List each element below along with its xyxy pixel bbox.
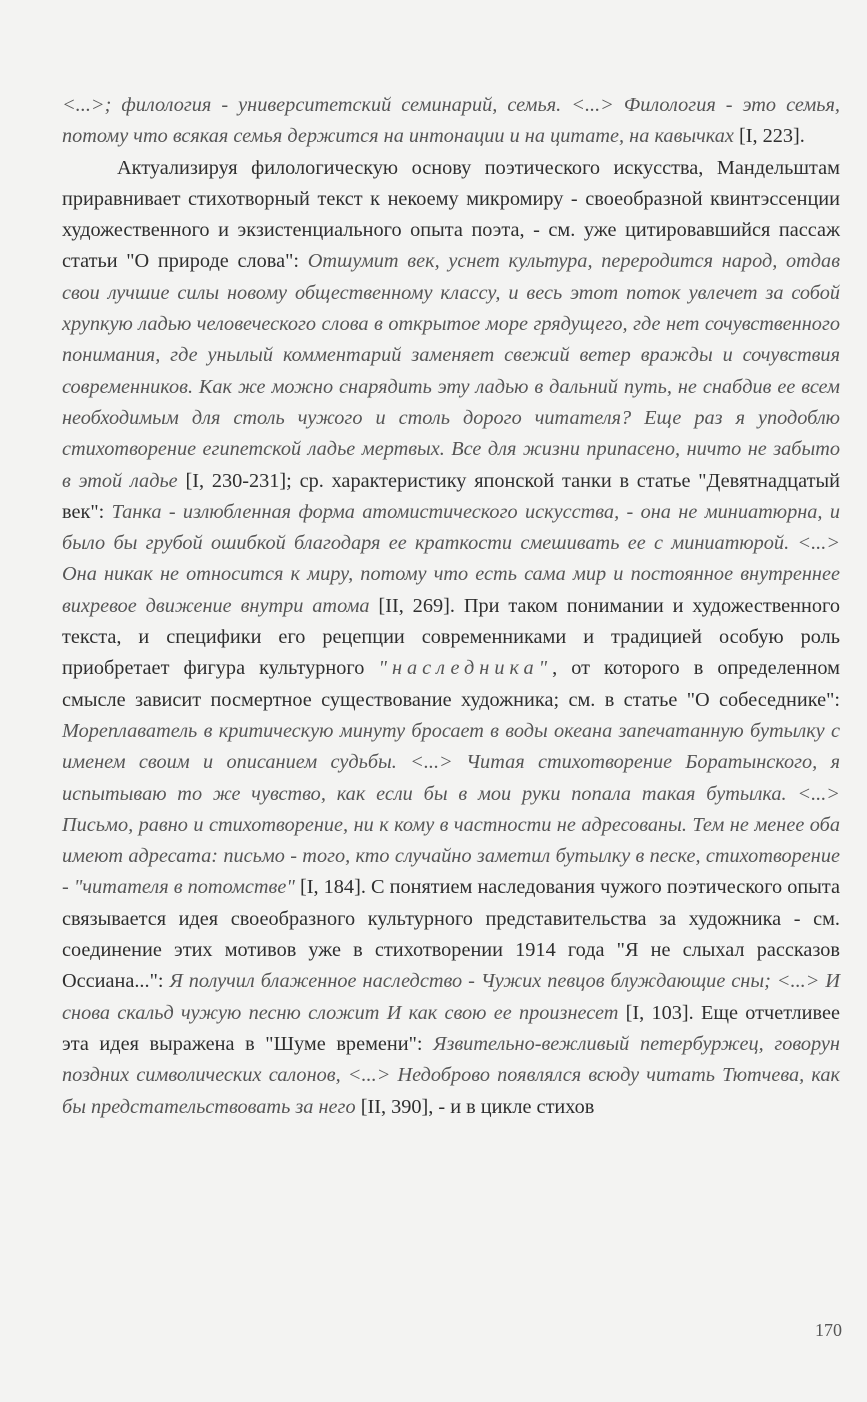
text-segment: [I, 230-231]; ср. характеристику японской танки в статье "Девятнадцатый век": xyxy=(62,469,840,523)
text-segment: [II, 269]. При таком понимании и художественного текста, и специфики его рецепции современниками и традицией особую роль приобретает фигура культурного xyxy=(62,594,840,680)
quote-tanka: Танка - излюбленная форма атомистического искусства, - она не миниатюрна, и было бы грубой ошибкой благодаря ее краткости смешивать ее с миниатюрой. <...> Она никак не относится к миру, потому что есть сама мир и постоянное внутреннее вихревое движение внутри атома xyxy=(62,500,840,617)
text-segment: [I, 184]. С понятием наследования чужого поэтического опыта связывается идея своеобразного культурного представительства за художника - см. соединение этих мотивов уже в стихотворении 1914 года "Я не слыхал рассказов Оссиана...": xyxy=(62,876,840,993)
text-segment: [II, 390], - и в цикле стихов xyxy=(355,1095,595,1118)
paragraph-main xyxy=(62,153,840,1123)
text-segment: , от которого в определенном смысле зависит посмертное существование художника; см. в статье "О собеседнике": xyxy=(62,657,840,711)
citation: [I, 223]. xyxy=(733,125,805,148)
text-segment: [I, 103]. Еще отчетливее эта идея выражена в "Шуме времени": xyxy=(62,1001,840,1055)
quote-nature-of-word: Отшумит век, уснет культура, переродится народ, отдав свои лучшие силы новому общественному классу, и весь этот поток увлечет за собой хрупкую ладью человеческого слова в открытое море грядущего, где нет сочувственного понимания, где унылый комментарий заменяет свежий ветер вражды и сочувствия современников. Как же можно снарядить эту ладью в дальний путь, не снабдив ее всем необходимым для столь чужого и столь дорого читателя? Еще раз я уподоблю стихотворение египетской ладье мертвых. Все для жизни припасено, ничто не забыто в этой ладье xyxy=(62,250,840,492)
quote-heir: "наследника" xyxy=(378,657,553,680)
quote-noise-of-time: Язвительно-вежливый петербуржец, говорун поздних символических салонов, <...> Недоброво появлялся всюду читать Тютчева, как бы предстательствовать за него xyxy=(62,1032,840,1118)
paragraph-continuation xyxy=(62,90,840,153)
text-segment: Актуализируя филологическую основу поэтического искусства, Мандельштам приравнивает стихотворный текст к некоему микромиру - своеобразной квинтэссенции художественного и экзистенциального опыта поэта, - см. уже цитировавшийся пассаж статьи "О природе слова": xyxy=(62,156,840,273)
quote-ossian: Я получил блаженное наследство - Чужих певцов блуждающие сны; <...> И снова скальд чужую песню сложит И как свою ее произнесет xyxy=(62,970,841,1024)
quote-interlocutor: Мореплаватель в критическую минуту бросает в воды океана запечатанную бутылку с именем своим и описанием судьбы. <...> Читая стихотворение Боратынского, я испытываю то же чувство, как если бы в мои руки попала такая бутылка. <...> Письмо, равно и стихотворение, ни к кому в частности не адресованы. Тем не менее оба имеют адресата: письмо - того, кто случайно заметил бутылку в песке, стихотворение - "читателя в потомстве" xyxy=(62,719,840,899)
quote-philology: <...>; филология - университетский семинарий, семья. <...> Филология - это семья, потому что всякая семья держится на интонации и на цитате, на кавычках xyxy=(62,94,840,148)
body-text xyxy=(62,90,840,1123)
page-number: 170 xyxy=(815,1320,842,1340)
